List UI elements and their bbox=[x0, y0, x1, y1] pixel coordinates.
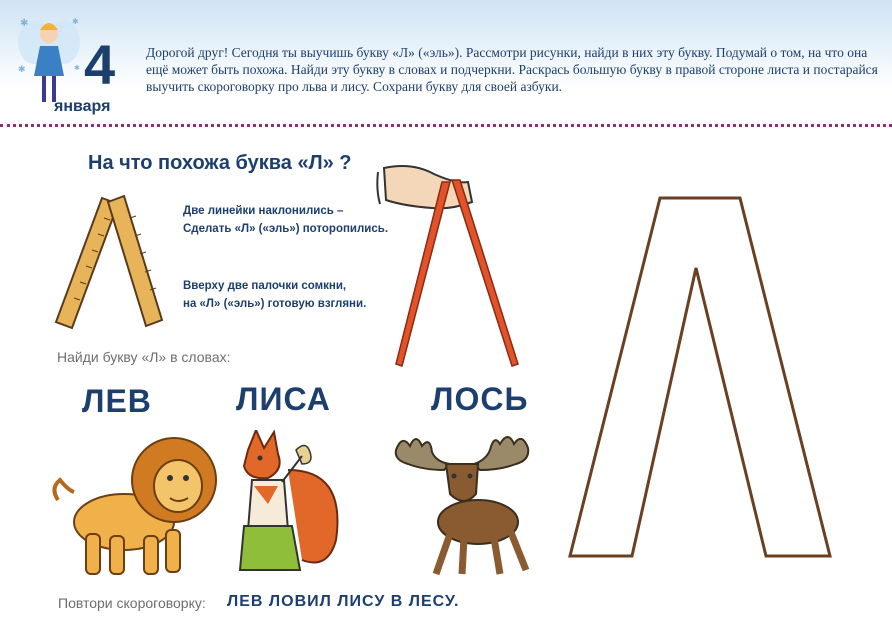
tongue-twister: ЛЕВ ЛОВИЛ ЛИСУ В ЛЕСУ. bbox=[227, 593, 460, 610]
lion-icon bbox=[48, 430, 218, 580]
hand-chopsticks-icon bbox=[372, 160, 522, 370]
poem-2-line-2: на «Л» («эль») готовую взгляни. bbox=[183, 298, 367, 310]
poem-2-line-1: Вверху две палочки сомкни, bbox=[183, 280, 347, 292]
date-day: 4 bbox=[84, 33, 116, 96]
dotted-divider bbox=[0, 124, 892, 127]
svg-text:✱: ✱ bbox=[18, 64, 26, 74]
rulers-icon bbox=[50, 192, 170, 332]
word-los: ЛОСЬ bbox=[431, 381, 529, 417]
poem-2 bbox=[183, 277, 366, 313]
date-month: января bbox=[54, 98, 111, 115]
find-letter-label: Найди букву «Л» в словах: bbox=[57, 349, 231, 365]
fox-icon bbox=[218, 430, 348, 580]
repeat-label: Повтори скороговорку: bbox=[58, 595, 206, 611]
svg-text:✱: ✱ bbox=[72, 17, 79, 26]
word-lev: ЛЕВ bbox=[82, 383, 152, 419]
section-title: На что похожа буква «Л» ? bbox=[88, 152, 352, 174]
svg-text:✱: ✱ bbox=[74, 65, 80, 72]
moose-icon bbox=[388, 430, 538, 580]
word-lisa: ЛИСА bbox=[236, 381, 331, 417]
svg-text:✱: ✱ bbox=[20, 18, 29, 29]
letter-l-outline bbox=[564, 192, 836, 560]
poem-1 bbox=[183, 202, 388, 238]
fairy-icon bbox=[14, 12, 84, 112]
poem-1-line-1: Две линейки наклонились – bbox=[183, 205, 344, 217]
intro-text: Дорогой друг! Сегодня ты выучишь букву «Л» («эль»). Рассмотри рисунки, найди в них эту букву. Подумай о том, на что она ещё может быть похожа. Найди эту букву в словах и подчеркни. Раскрась большую букву в правой стороне листа и постарайся выучить скороговорку про льва и лису. Сохрани букву для своей азбуки. bbox=[146, 45, 878, 94]
poem-1-line-2: Сделать «Л» («эль») поторопились. bbox=[183, 223, 389, 235]
